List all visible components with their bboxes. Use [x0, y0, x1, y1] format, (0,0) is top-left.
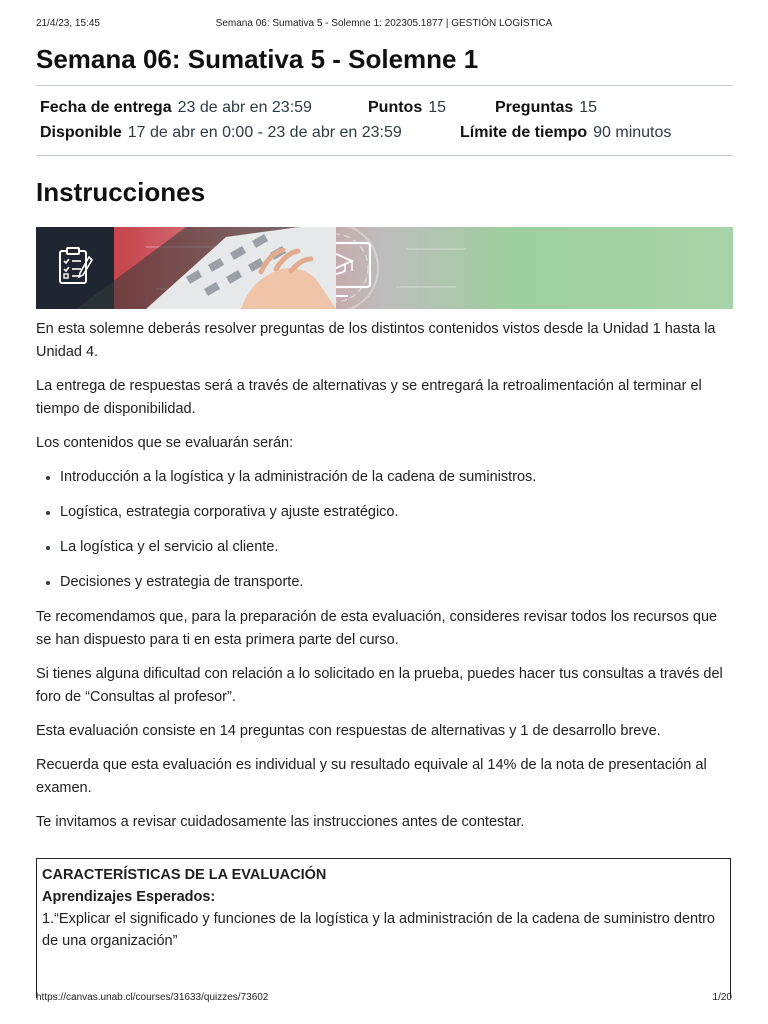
instructions-paragraph: Los contenidos que se evaluarán serán:	[36, 435, 294, 451]
questions	[495, 95, 597, 120]
topics-list	[36, 466, 733, 594]
points	[368, 95, 495, 120]
quiz-content	[36, 40, 733, 845]
instructions-paragraph: Te recomendamos que, para la preparación de esta evaluación, consideres revisar todos los recursos que se han dispuesto para ti en esta primera parte del curso.	[36, 609, 718, 648]
quiz-details	[36, 86, 733, 155]
instructions-paragraph: En esta solemne deberás resolver preguntas de los distintos contenidos vistos desde la Unidad 1 hasta la Unidad 4.	[36, 321, 716, 360]
page-number: 1/20	[712, 992, 732, 1003]
due-date	[40, 95, 368, 120]
print-url: https://canvas.unab.cl/courses/31633/quizzes/73602	[36, 992, 269, 1003]
availability	[40, 120, 460, 145]
points-label: Puntos	[368, 99, 423, 116]
expected-learning-item: 1.“Explicar el significado y funciones de la logística y la administración de la cadena de suministro dentro de una organización”	[42, 911, 715, 949]
list-item: • Introducción a la logística y la administración de la cadena de suministros.	[60, 466, 733, 489]
print-date: 21/4/23, 15:45	[36, 18, 100, 29]
evaluation-heading: CARACTERÍSTICAS DE LA EVALUACIÓN	[42, 867, 327, 883]
due-date-value: 23 de abr en 23:59	[177, 99, 312, 116]
time-limit-value: 90 minutos	[593, 124, 672, 141]
availability-value: 17 de abr en 0:00 - 23 de abr en 23:59	[127, 124, 402, 141]
instructions-body	[36, 318, 733, 834]
evaluation-characteristics-box	[36, 858, 731, 998]
instructions-paragraph: Te invitamos a revisar cuidadosamente las instrucciones antes de contestar.	[36, 814, 525, 830]
due-date-label: Fecha de entrega	[40, 99, 172, 116]
details-row-2	[40, 120, 733, 145]
list-item: • Decisiones y estrategia de transporte.	[60, 571, 733, 594]
instructions-title: Instrucciones	[36, 177, 206, 207]
instructions-banner	[36, 227, 733, 309]
print-footer	[36, 992, 732, 1006]
details-row-1	[40, 95, 733, 120]
page-title: Semana 06: Sumativa 5 - Solemne 1	[36, 44, 479, 74]
time-limit-label: Límite de tiempo	[460, 124, 588, 141]
divider	[36, 155, 733, 156]
instructions-paragraph: Recuerda que esta evaluación es individual y su resultado equivale al 14% de la nota de presentación al examen.	[36, 757, 707, 796]
points-value: 15	[428, 99, 447, 116]
expected-learning-heading: Aprendizajes Esperados:	[42, 889, 216, 905]
print-document-title: Semana 06: Sumativa 5 - Solemne 1: 202305.1877 | GESTIÓN LOGÍSTICA	[215, 18, 553, 29]
list-item: • Logística, estrategia corporativa y ajuste estratégico.	[60, 501, 733, 524]
list-item: • La logística y el servicio al cliente.	[60, 536, 733, 559]
instructions-paragraph: Si tienes alguna dificultad con relación a lo solicitado en la prueba, puedes hacer tus consultas a través del foro de “Consultas al profesor”.	[36, 666, 723, 705]
questions-label: Preguntas	[495, 99, 574, 116]
instructions-paragraph: Esta evaluación consiste en 14 preguntas con respuestas de alternativas y 1 de desarrollo breve.	[36, 723, 661, 739]
time-limit	[460, 120, 671, 145]
print-header	[36, 18, 732, 32]
instructions-paragraph: La entrega de respuestas será a través de alternativas y se entregará la retroalimentación al terminar el tiempo de disponibilidad.	[36, 378, 702, 417]
availability-label: Disponible	[40, 124, 122, 141]
laptop-typing-image	[36, 227, 336, 309]
questions-value: 15	[579, 99, 598, 116]
